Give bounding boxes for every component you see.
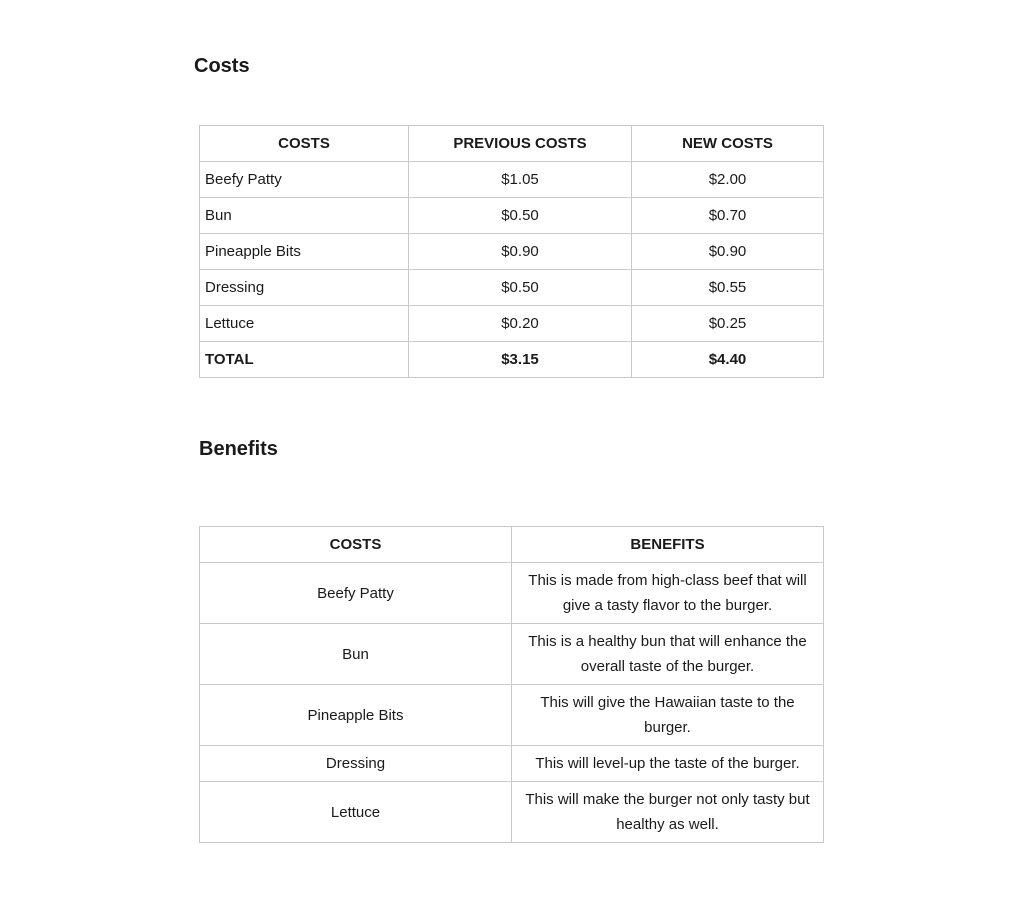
new-total-value: $4.40 — [632, 342, 824, 378]
cost-item-name: Bun — [200, 198, 409, 234]
cost-item-name: Beefy Patty — [200, 162, 409, 198]
total-row — [200, 342, 824, 378]
previous-cost-value: $1.05 — [409, 162, 632, 198]
table-row — [200, 746, 824, 782]
previous-costs-column-header: PREVIOUS COSTS — [409, 126, 632, 162]
previous-cost-value: $0.90 — [409, 234, 632, 270]
cost-item-name: Pineapple Bits — [200, 234, 409, 270]
new-costs-column-header: NEW COSTS — [632, 126, 824, 162]
previous-cost-value: $0.20 — [409, 306, 632, 342]
costs-table-header-row — [200, 126, 824, 162]
benefit-item-name: Beefy Patty — [200, 563, 512, 624]
cost-item-name: Dressing — [200, 270, 409, 306]
benefit-description: This will give the Hawaiian taste to the burger. — [512, 685, 824, 746]
table-row — [200, 563, 824, 624]
costs-table — [199, 125, 824, 378]
table-row — [200, 685, 824, 746]
previous-cost-value: $0.50 — [409, 270, 632, 306]
table-row — [200, 234, 824, 270]
benefits-table-header-row — [200, 527, 824, 563]
cost-item-name: Lettuce — [200, 306, 409, 342]
benefits-column-header: BENEFITS — [512, 527, 824, 563]
benefit-item-name: Bun — [200, 624, 512, 685]
benefit-item-name: Lettuce — [200, 782, 512, 843]
benefit-description: This is a healthy bun that will enhance the overall taste of the burger. — [512, 624, 824, 685]
new-cost-value: $0.70 — [632, 198, 824, 234]
new-cost-value: $0.25 — [632, 306, 824, 342]
benefit-description: This will level-up the taste of the burger. — [512, 746, 824, 782]
new-cost-value: $0.55 — [632, 270, 824, 306]
previous-cost-value: $0.50 — [409, 198, 632, 234]
costs-column-header: COSTS — [200, 527, 512, 563]
table-row — [200, 270, 824, 306]
table-row — [200, 198, 824, 234]
table-row — [200, 162, 824, 198]
new-cost-value: $0.90 — [632, 234, 824, 270]
table-row — [200, 624, 824, 685]
previous-total-value: $3.15 — [409, 342, 632, 378]
benefit-item-name: Dressing — [200, 746, 512, 782]
costs-heading: Costs — [194, 55, 250, 77]
total-label: TOTAL — [200, 342, 409, 378]
table-row — [200, 782, 824, 843]
benefits-heading: Benefits — [199, 438, 278, 460]
costs-column-header: COSTS — [200, 126, 409, 162]
benefit-description: This is made from high-class beef that will give a tasty flavor to the burger. — [512, 563, 824, 624]
benefits-table — [199, 526, 824, 843]
table-row — [200, 306, 824, 342]
benefit-description: This will make the burger not only tasty but healthy as well. — [512, 782, 824, 843]
benefit-item-name: Pineapple Bits — [200, 685, 512, 746]
new-cost-value: $2.00 — [632, 162, 824, 198]
